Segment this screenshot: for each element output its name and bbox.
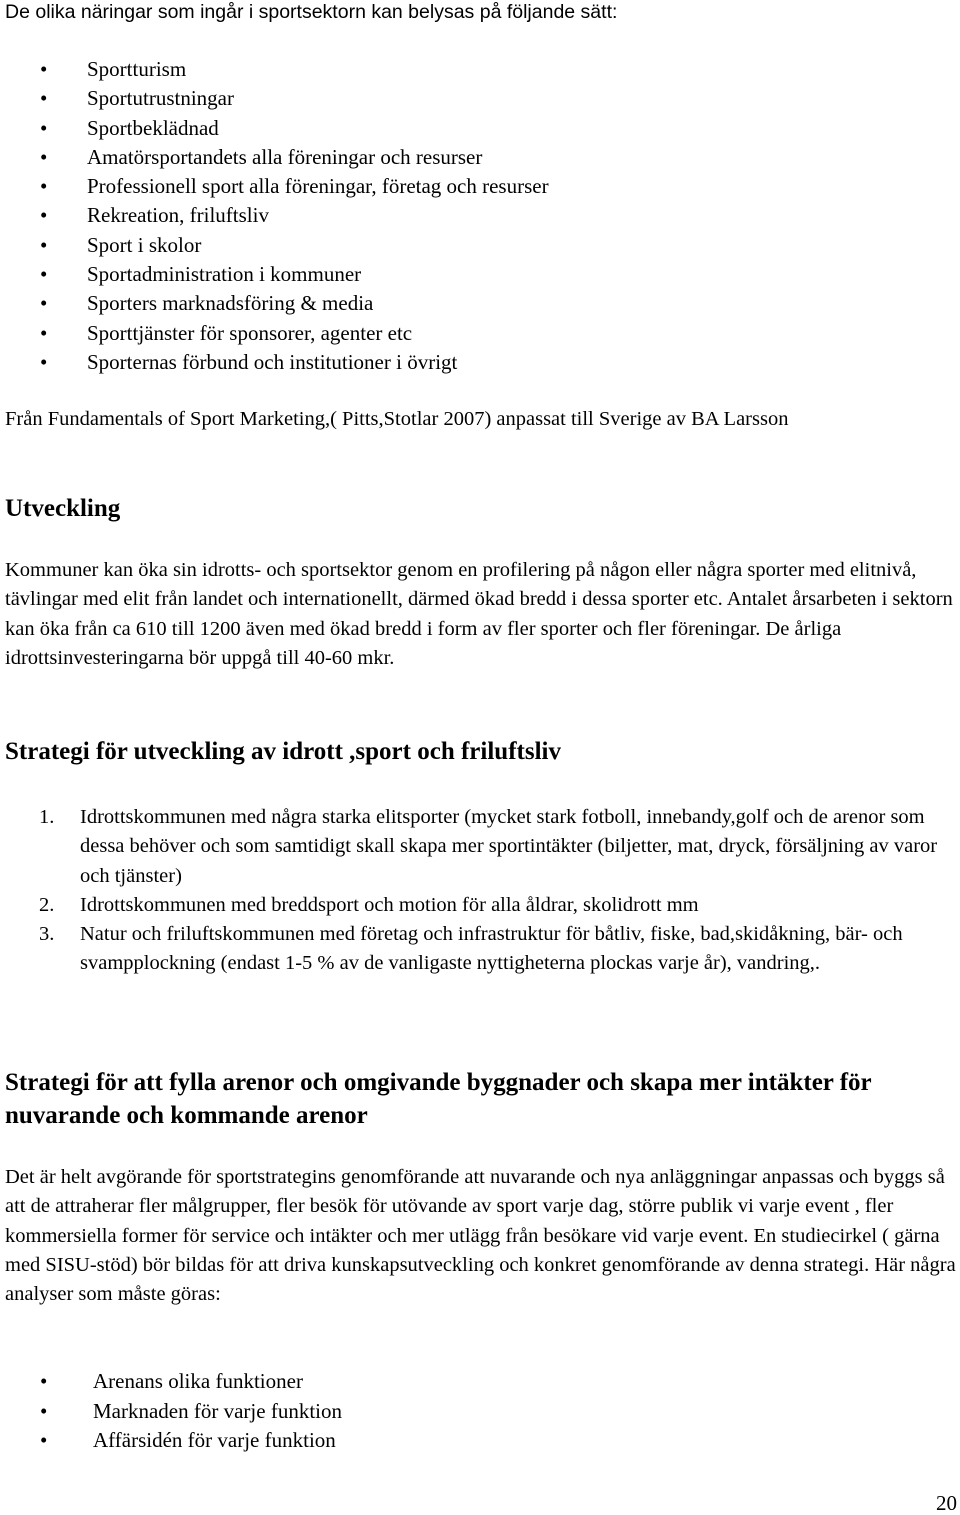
strategy-list <box>0 803 960 979</box>
bullet: • <box>40 174 48 199</box>
list-item-text: Rekreation, friluftsliv <box>87 203 269 228</box>
heading-strategi-idrott: Strategi för utveckling av idrott ,sport och friluftsliv <box>5 738 561 765</box>
intro-line: De olika näringar som ingår i sportsektorn kan belysas på följande sätt: <box>5 1 618 23</box>
bullet: • <box>40 203 48 228</box>
list-item-text: Sportadministration i kommuner <box>87 262 362 287</box>
list-number: 2. <box>39 893 55 916</box>
list-item-text: Affärsidén för varje funktion <box>93 1428 336 1452</box>
list-number: 1. <box>39 806 55 828</box>
list-item <box>0 920 960 979</box>
bullet: • <box>40 115 48 140</box>
bullet: • <box>40 1428 48 1452</box>
bullet: • <box>40 320 48 345</box>
heading-utveckling: Utveckling <box>5 495 121 522</box>
source-note: Från Fundamentals of Sport Marketing,( Pitts,Stotlar 2007) anpassat till Sverige av BA Larsson <box>5 408 789 430</box>
page-number: 20 <box>936 1491 957 1515</box>
list-item-text: Sporternas förbund och institutioner i övrigt <box>87 349 458 374</box>
list-item-text: Idrottskommunen med några starka elitsporter (mycket stark fotboll, innebandy,golf och de arenor som dessa behöver och som samtidigt skall skapa mer sportintäkter (biljetter, mat, dryck, försäljning av varor och tjänster) <box>80 806 938 887</box>
list-item-text: Sporttjänster för sponsorer, agenter etc <box>87 320 413 345</box>
bullet: • <box>40 349 48 374</box>
bullet: • <box>40 1369 48 1393</box>
list-item-text: Amatörsportandets alla föreningar och resurser <box>87 144 483 169</box>
bullet: • <box>40 262 48 287</box>
list-item-text: Professionell sport alla föreningar, företag och resurser <box>87 174 549 199</box>
bullet: • <box>40 1398 48 1423</box>
list-item-text: Natur och friluftskommunen med företag och infrastruktur för båtliv, fiske, bad,skidåkning, bär- och svampplockning (endast 1-5 % av de vanligaste nyttigheterna plockas varje år), vandring,. <box>80 923 903 975</box>
bullet: • <box>40 57 48 81</box>
heading-strategi-arenor: Strategi för att fylla arenor och omgivande byggnader och skapa mer intäkter för nuvarande och kommande arenor <box>5 1069 872 1129</box>
list-item-text: Arenans olika funktioner <box>93 1369 303 1393</box>
list-item-text: Sportbeklädnad <box>87 115 219 140</box>
list-item-text: Idrottskommunen med breddsport och motion för alla åldrar, skolidrott mm <box>80 893 699 916</box>
list-item-text: Sport i skolor <box>87 232 202 257</box>
utveckling-paragraph: Kommuner kan öka sin idrotts- och sportsektor genom en profilering på någon eller några sporter med elitnivå, tävlingar med elit från landet och internationellt, därmed ökad bredd i dessa sporter etc. Antalet årsarbeten i sektorn kan öka från ca 610 till 1200 även med ökad bredd i form av fler sporter och fler föreningar. De årliga idrottsinvesteringarna bör uppgå till 40-60 mkr. <box>5 559 953 669</box>
bullet: • <box>40 291 48 316</box>
bullet: • <box>40 144 48 169</box>
list-item-text: Sportutrustningar <box>87 86 234 111</box>
list-number: 3. <box>39 923 55 946</box>
list-item <box>0 891 960 920</box>
list-item-text: Marknaden för varje funktion <box>93 1398 342 1423</box>
list-item-text: Sportturism <box>87 57 187 81</box>
arenor-paragraph: Det är helt avgörande för sportstrategins genomförande att nuvarande och nya anläggningar anpassas och byggs så att de attraherar fler målgrupper, fler besök för utövande av sport varje dag, större publik vi varje event , fler kommersiella former för service och intäkter och mer utlägg från besökare vid varje event. En studiecirkel ( gärna med SISU-stöd) bör bildas för att driva kunskapsutveckling och konkret genomförande av denna strategi. Här några analyser som måste göras: <box>5 1166 956 1306</box>
bullet: • <box>40 86 48 111</box>
list-item <box>0 803 960 891</box>
list-item-text: Sporters marknadsföring & media <box>87 291 374 316</box>
bullet: • <box>40 232 48 257</box>
